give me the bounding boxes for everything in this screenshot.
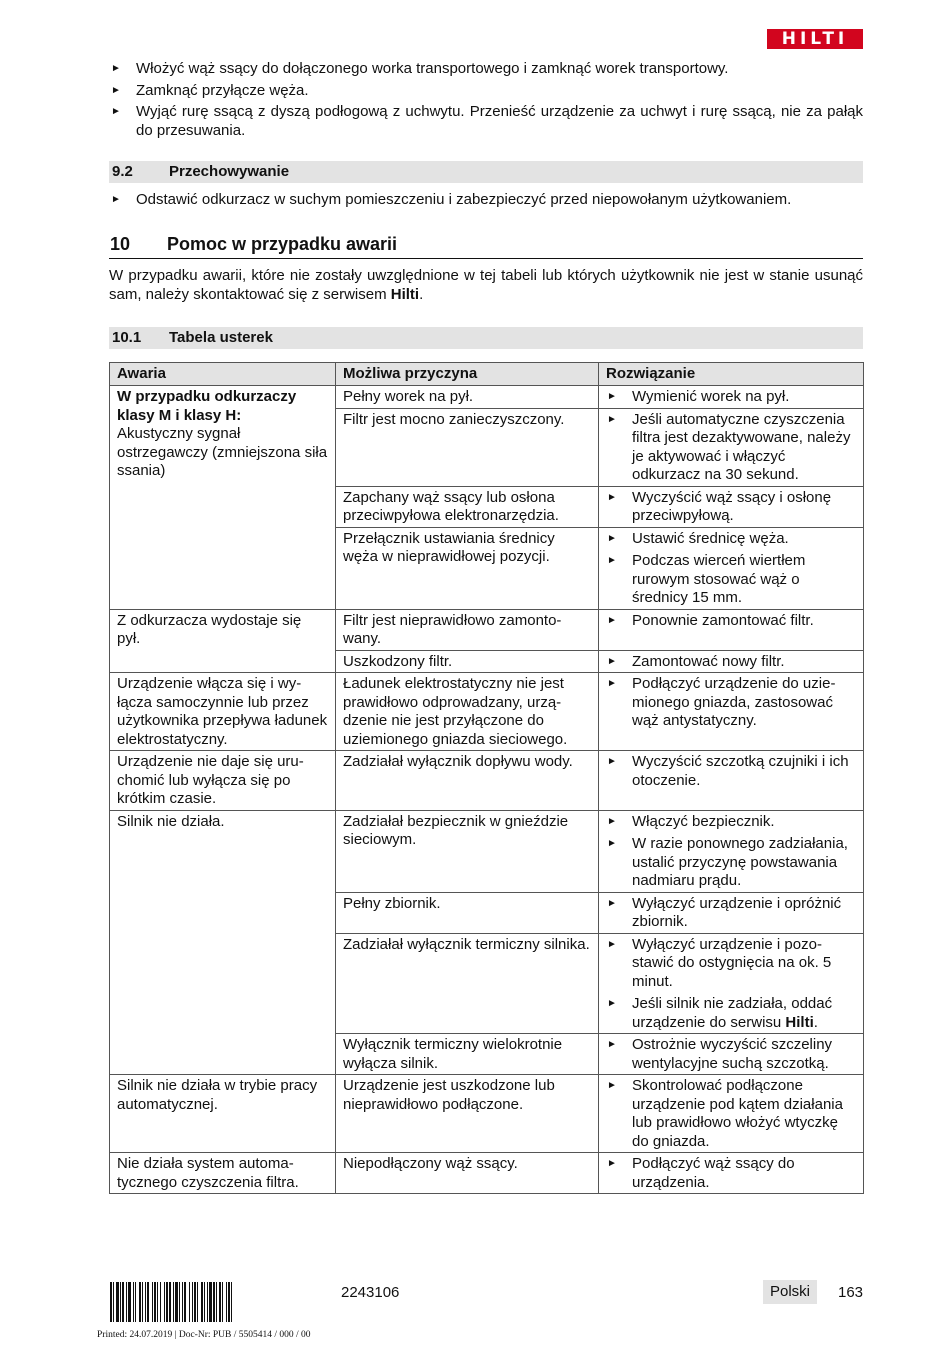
remedy-cell	[599, 1075, 864, 1153]
remedy-item	[603, 612, 857, 631]
bullet-icon: ►	[607, 555, 617, 566]
remedy-item	[603, 489, 857, 526]
cause-cell: Uszkodzony filtr.	[336, 650, 599, 673]
remedy-text: W razie ponownego zadziałania, ustalić przyczynę powstawania nadmiaru prądu.	[632, 835, 848, 889]
paragraph-end: .	[419, 285, 424, 303]
bullet-icon: ►	[607, 532, 617, 544]
column-header-remedy: Rozwiązanie	[599, 363, 864, 386]
remedy-item	[603, 753, 857, 790]
remedy-cell	[599, 527, 864, 609]
cause-cell: Ładunek elektrostatyczny nie jest prawidłowo odprowadzany, urządzenie nie jest przyłączone do uziemionego gniazda sieciowego.	[336, 673, 599, 751]
section-title: Przechowywanie	[169, 162, 290, 180]
bullet-icon: ►	[111, 194, 121, 205]
remedy-item	[603, 675, 857, 731]
bullet-icon: ►	[607, 838, 617, 849]
remedy-item	[603, 653, 857, 672]
remedy-item	[603, 813, 857, 832]
bullet-icon: ►	[607, 938, 617, 950]
list-item-text: Odstawić odkurzacz w suchym pomieszczeniu i zabezpieczyć przed niepowołanym użytkowaniem.	[136, 191, 792, 208]
remedy-text: Wyłączyć urządzenie i pozostawić do ostygnięcia na ok. 5 minut.	[632, 935, 832, 990]
bullet-icon: ►	[607, 897, 617, 909]
remedy-cell	[599, 751, 864, 811]
remedy-text: Podczas wierceń wiertłem rurowym stosować wąż o średnicy 15 mm.	[632, 552, 806, 606]
remedy-text: Włączyć bezpiecznik.	[632, 812, 775, 830]
remedy-text: Jeśli automatyczne czyszczenia filtra jest dezaktywowane, należy je aktywować i włączyć odkurzacz na 30 sekund.	[632, 410, 851, 483]
document-number: 2243106	[341, 1284, 400, 1301]
cause-cell: Pełny worek na pył.	[336, 386, 599, 409]
list-item	[109, 103, 863, 140]
bullet-icon: ►	[111, 106, 121, 117]
remedy-text-part: Jeśli silnik nie zadziała, oddać urządzenie do serwisu	[632, 995, 833, 1031]
bullet-icon: ►	[607, 491, 617, 503]
page-number: 163	[838, 1284, 864, 1301]
cause-cell: Filtr jest mocno zanieczyszczony.	[336, 408, 599, 486]
table-row	[110, 1153, 864, 1194]
fault-cell: Silnik nie działa.	[110, 810, 336, 1075]
remedy-item	[603, 388, 857, 407]
paragraph-text: W przypadku awarii, które nie zostały uwzględnione w tej tabeli lub których użytkownik nie jest w stanie usunąć sam, należy skontaktować się z serwisem	[109, 267, 863, 303]
table-row	[110, 386, 864, 409]
barcode-image	[110, 1282, 322, 1322]
cause-cell: Filtr jest nieprawidłowo zamontowany.	[336, 609, 599, 650]
column-header-fault: Awaria	[110, 363, 336, 386]
table-row	[110, 751, 864, 811]
remedy-item	[603, 530, 857, 549]
remedy-item	[603, 995, 857, 1032]
bullet-icon: ►	[607, 655, 617, 667]
remedy-cell	[599, 892, 864, 933]
remedy-item	[603, 1155, 857, 1192]
cause-cell: Wyłącznik termiczny wielokrotnie wyłącza silnik.	[336, 1034, 599, 1075]
print-info: Printed: 24.07.2019 | Doc-Nr: PUB / 5505414 / 000 / 00	[97, 1330, 311, 1340]
section-heading-9-2	[109, 161, 863, 183]
page-content	[109, 60, 863, 1194]
list-item-text: Wyjąć rurę ssącą z dyszą podłogową z uchwytu. Przenieść urządzenie za uchwyt i rurę ssącą, nie za pałąk do przesuwania.	[136, 103, 863, 139]
chapter-number: 10	[110, 233, 131, 254]
fault-text: Akustyczny sygnał ostrzegawczy (zmniejszona siła ssania)	[117, 425, 328, 479]
cause-cell: Zadziałał wyłącznik termiczny silnika.	[336, 933, 599, 1034]
fault-cell: Nie działa system automatycznego czyszczenia filtra.	[110, 1153, 336, 1194]
chapter-heading-10	[109, 235, 863, 260]
remedy-cell	[599, 386, 864, 409]
remedy-cell	[599, 810, 864, 892]
section-title: Tabela usterek	[169, 328, 273, 346]
remedy-text: Zamontować nowy filtr.	[632, 652, 785, 670]
cause-cell: Zadziałał wyłącznik dopływu wody.	[336, 751, 599, 811]
remedy-text: Wyczyścić wąż ssący i osłonę przeciwpyłową.	[632, 488, 832, 524]
remedy-text: Ustawić średnicę węża.	[632, 529, 789, 547]
column-header-cause: Możliwa przyczyna	[336, 363, 599, 386]
cause-cell: Przełącznik ustawiania średnicy węża w nieprawidłowej pozycji.	[336, 527, 599, 609]
remedy-item	[603, 411, 857, 485]
table-row	[110, 1075, 864, 1153]
hilti-logo: HILTI	[767, 29, 863, 49]
remedy-text: Ponownie zamontować filtr.	[632, 611, 814, 629]
cause-cell: Niepodłączony wąż ssący.	[336, 1153, 599, 1194]
remedy-cell	[599, 933, 864, 1034]
bullet-icon: ►	[607, 614, 617, 626]
fault-cell: Silnik nie działa w trybie pracy automatycznej.	[110, 1075, 336, 1153]
fault-cell: Urządzenie nie daje się uruchomić lub wyłącza się po krótkim czasie.	[110, 751, 336, 811]
bullet-icon: ►	[111, 84, 121, 96]
bullet-icon: ►	[607, 756, 617, 767]
section-number: 9.2	[112, 162, 133, 180]
fault-title: W przypadku odkurzaczy klasy M i klasy H:	[117, 388, 297, 424]
list-item	[109, 82, 863, 101]
cause-cell: Zapchany wąż ssący lub osłona przeciwpyłowa elektronarzędzia.	[336, 486, 599, 527]
bullet-icon: ►	[607, 1039, 617, 1050]
brand-name: Hilti	[390, 285, 420, 303]
list-item	[109, 191, 863, 210]
table-row	[110, 673, 864, 751]
remedy-item	[603, 895, 857, 932]
fault-cell: Z odkurzacza wydostaje się pył.	[110, 609, 336, 673]
cause-cell: Pełny zbiornik.	[336, 892, 599, 933]
chapter-title: Pomoc w przypadku awarii	[167, 233, 398, 254]
list-item-text: Zamknąć przyłącze węża.	[136, 81, 309, 99]
cause-cell: Zadziałał bezpiecznik w gnieździe sieciowym.	[336, 810, 599, 892]
remedy-text: Ostrożnie wyczyścić szczeliny wentylacyjne suchą szczotką.	[632, 1036, 833, 1072]
remedy-cell	[599, 486, 864, 527]
remedy-text: Podłączyć urządzenie do uziemionego gniazda, zastosować wąż antystatyczny.	[632, 675, 836, 729]
remedy-cell	[599, 650, 864, 673]
bullet-icon: ►	[607, 413, 617, 425]
remedy-text: Skontrolować podłączone urządzenie pod kątem działania lub prawidłowo włożyć wtyczkę do gniazda.	[632, 1077, 843, 1150]
fault-cell: Urządzenie włącza się i wyłącza samoczynnie lub przez użytkownika przepływa ładunek elektrostatyczny.	[110, 673, 336, 751]
remedy-text: Wymienić worek na pył.	[632, 388, 790, 405]
troubleshooting-table	[109, 362, 864, 1194]
bullet-icon: ►	[607, 391, 617, 402]
bullet-icon: ►	[607, 815, 617, 827]
remedy-text: Wyłączyć urządzenie i opróżnić zbiornik.	[632, 894, 842, 930]
remedy-item	[603, 835, 857, 891]
remedy-item	[603, 936, 857, 992]
section-heading-10-1	[109, 327, 863, 349]
list-item-text: Włożyć wąż ssący do dołączonego worka transportowego i zamknąć worek transportowy.	[136, 60, 729, 77]
fault-cell	[110, 386, 336, 610]
chapter-intro-paragraph	[109, 267, 863, 304]
remedy-cell	[599, 673, 864, 751]
remedy-cell	[599, 609, 864, 650]
remedy-text: Wyczyścić szczotką czujniki i ich otoczenie.	[632, 753, 849, 789]
remedy-cell	[599, 408, 864, 486]
remedy-item	[603, 552, 857, 608]
barcode-bar	[232, 1282, 234, 1322]
remedy-cell	[599, 1034, 864, 1075]
brand-name: Hilti	[785, 1013, 814, 1031]
table-row	[110, 609, 864, 650]
remedy-item	[603, 1077, 857, 1151]
bullet-icon: ►	[607, 1080, 617, 1091]
remedy-item	[603, 1036, 857, 1073]
bullet-icon: ►	[607, 1158, 617, 1169]
intro-bullet-list	[109, 60, 863, 140]
remedy-text-end: .	[813, 1013, 818, 1031]
remedy-text: Podłączyć wąż ssący do urządzenia.	[632, 1155, 795, 1191]
remedy-text	[632, 995, 857, 1032]
list-item	[109, 60, 863, 79]
language-badge: Polski	[763, 1280, 817, 1304]
table-header-row	[110, 363, 864, 386]
bullet-icon: ►	[607, 998, 617, 1009]
section-number: 10.1	[112, 328, 142, 346]
table-row	[110, 810, 864, 892]
cause-cell: Urządzenie jest uszkodzone lub nieprawidłowo podłączone.	[336, 1075, 599, 1153]
remedy-cell	[599, 1153, 864, 1194]
bullet-icon: ►	[607, 678, 617, 689]
bullet-icon: ►	[111, 63, 121, 74]
